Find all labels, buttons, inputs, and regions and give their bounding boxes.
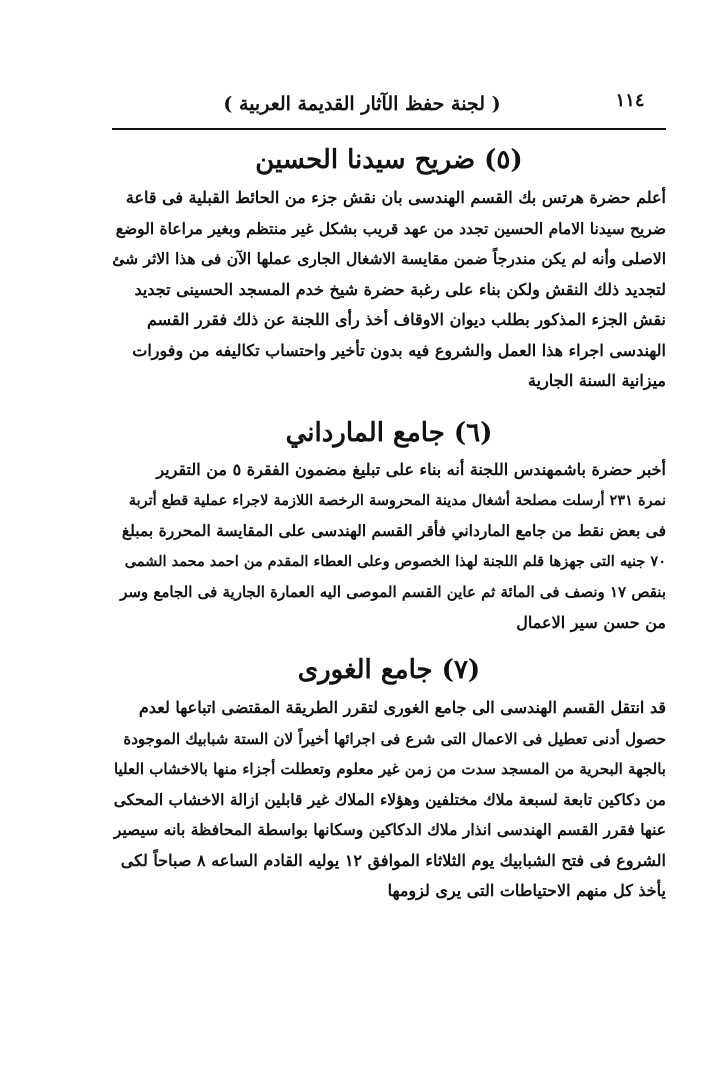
body-line: بالجهة البحرية من المسجد سدت من زمن غير معلوم وتعطلت أجزاء منها بالاخشاب العليا <box>113 760 666 778</box>
running-header-title: ( لجنة حفظ الآثار القديمة العربية ) <box>223 93 501 115</box>
body-line: نمرة ٢٣١ أرسلت مصلحة أشغال مدينة المحروسة الرخصة اللازمة لاجراء عملية قطع أتربة <box>128 491 666 509</box>
body-line: ٧٠ جنيه التى جهزها قلم اللجنة لهذا الخصوص وعلى العطاء المقدم من احمد محمد الشمى <box>124 552 666 570</box>
section-title-5: (٥) ضريح سيدنا الحسين <box>255 145 523 175</box>
body-line: نقش الجزء المذكور بطلب ديوان الاوقاف أخذ رأى اللجنة عن ذلك فقرر القسم <box>146 310 666 329</box>
body-line: حصول أدنى تعطيل فى الاعمال التى شرع فى اجرائها أخيراً لان الستة شبابيك الموجودة <box>123 729 666 748</box>
section-body-6 <box>112 455 666 638</box>
body-line: يأخذ كل منهم الاحتياطات التى يرى لزومها <box>387 881 666 900</box>
page-number: ١١٤ <box>615 90 645 111</box>
body-line: الاصلى وأنه لم يكن مندرجاً ضمن مقايسة الاشغال الجارى عملها الآن فى هذا الاثر شئ <box>112 249 666 268</box>
body-line: ميزانية السنة الجارية <box>528 371 666 390</box>
body-line: فى بعض نقط من جامع المارداني فأقر القسم الهندسى على المقايسة المحررة بمبلغ <box>121 521 666 540</box>
header-rule <box>112 128 666 130</box>
running-header <box>112 86 612 122</box>
section-body-5 <box>112 183 666 397</box>
section-title-6: (٦) جامع المارداني <box>285 418 493 448</box>
section-title-7: (٧) جامع الغورى <box>297 655 481 685</box>
body-line: لتجديد ذلك النقش ولكن بناء على رغبة حضرة شيخ خدم المسجد الحسينى تجديد <box>134 279 666 299</box>
body-line: من حسن سير الاعمال <box>516 612 666 632</box>
body-line: قد انتقل القسم الهندسى الى جامع الغورى لتقرر الطريقة المقتضى اتباعها لعدم <box>138 698 666 717</box>
body-line: أخبر حضرة باشمهندس اللجنة أنه بناء على تبليغ مضمون الفقرة ٥ من التقرير <box>156 460 666 479</box>
body-line: بنقص ١٧ ونصف فى المائة ثم عاين القسم الموصى اليه العمارة الجارية فى الجامع وسر <box>120 583 666 601</box>
body-line: من دكاكين تابعة لسبعة ملاك مختلفين وهؤلاء الملاك غير قابلين ازالة الاخشاب المحكى <box>113 789 666 809</box>
section-body-7 <box>112 693 666 907</box>
body-line: الشروع فى فتح الشبابيك يوم الثلاثاء الموافق ١٢ يوليه القادم الساعه ٨ صباحاً لكى <box>120 850 666 870</box>
body-line: ضريح سيدنا الامام الحسين تجدد من عهد قريب بشكل غير منتظم وبغير مراعاة الوضع <box>115 218 666 238</box>
body-line: عنها فقرر القسم الهندسى انذار ملاك الدكاكين وسكانها بواسطة المحافظة بانه سيصير <box>113 820 666 839</box>
body-line: الهندسى اجراء هذا العمل والشروع فيه بدون تأخير واحتساب تكاليفه من وفورات <box>132 340 666 360</box>
body-line: أعلم حضرة هرتس بك القسم الهندسى بان نقش جزء من الحائط القبلية فى قاعة <box>125 188 666 207</box>
